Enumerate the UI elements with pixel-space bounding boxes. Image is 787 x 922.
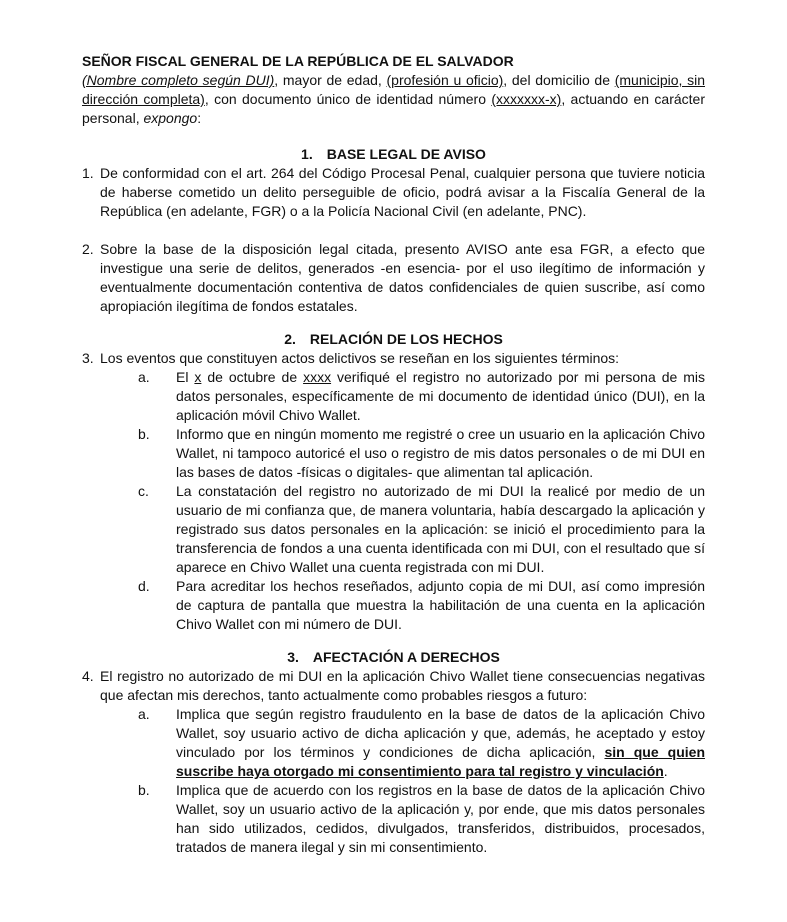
list-item-3d	[82, 577, 705, 634]
paragraph-text: De conformidad con el art. 264 del Código Procesal Penal, cualquier persona que tuviere noticia de haberse cometido un delito perseguible de oficio, podrá avisar a la Fiscalía General de la República (en adelante, FGR) o a la Policía Nacional Civil (en adelante, PNC).	[100, 165, 705, 219]
paragraph-text: Los eventos que constituyen actos delictivos se reseñan en los siguientes términos:	[100, 350, 620, 366]
paragraph-4	[82, 667, 705, 705]
intro-paragraph	[82, 71, 705, 128]
intro-text-5: :	[197, 110, 202, 126]
list-item-4a	[82, 705, 705, 781]
list-letter: d.	[138, 578, 150, 594]
paragraph-1	[82, 164, 705, 221]
list-item-3a	[82, 368, 705, 425]
item-text: de octubre de	[201, 369, 304, 385]
item-text: Implica que según registro fraudulento en la base de datos de la aplicación Chivo Wallet, soy usuario activo de dicha aplicación y que, además, he aceptado y estoy vinculado por los términos y condiciones de dicha aplicación,	[176, 706, 705, 760]
item-text: Implica que de acuerdo con los registros en la base de datos de la aplicación Chivo Wallet, soy un usuario activo de la aplicación y, por ende, que mis datos personales han sido utilizados, cedidos, divulgados, transferidos, distribuidos, procesados, tratados de manera ilegal y sin mi consentimiento.	[176, 782, 705, 855]
section-title: AFECTACIÓN A DERECHOS	[312, 649, 500, 665]
section-heading-1	[82, 145, 705, 164]
list-letter: b.	[138, 782, 150, 798]
section-number: 1.	[301, 146, 313, 162]
municipio-placeholder: (municipio, sin dirección completa)	[82, 72, 706, 107]
item-text: verifiqué el registro no autorizado por mi persona de mis datos personales, específicamente de mi documento de identidad único (DUI), en la aplicación móvil Chivo Wallet.	[176, 369, 705, 423]
list-letter: c.	[138, 483, 149, 499]
item-text: La constatación del registro no autorizado de mi DUI la realicé por medio de un usuario de mi confianza que, de manera voluntaria, había descargado la aplicación y registrado sus datos personales en la aplicación: se inició el procedimiento para la transferencia de fondos a una cuenta identificada con mi DUI, con el resultado que sí aparece en Chivo Wallet una cuenta registrada con mi DUI.	[176, 483, 705, 575]
intro-text-4: , actuando en carácter personal,	[82, 91, 706, 126]
paragraph-number: 2.	[82, 241, 94, 257]
addressee-heading: SEÑOR FISCAL GENERAL DE LA REPÚBLICA DE EL SALVADOR	[82, 53, 514, 69]
item-text: .	[663, 763, 668, 779]
paragraph-number: 3.	[82, 350, 94, 366]
intro-text-2: , del domicilio de	[503, 72, 615, 88]
item-text: El	[176, 369, 195, 385]
paragraph-number: 4.	[82, 668, 94, 684]
section-title: RELACIÓN DE LOS HECHOS	[309, 331, 503, 347]
paragraph-3	[82, 349, 705, 368]
list-letter: a.	[138, 706, 150, 722]
item-text: Informo que en ningún momento me registré o cree un usuario en la aplicación Chivo Wallet, ni tampoco autoricé el uso o registro de mis datos personales o de mi DUI en las bases de datos -físicas o digitales- que alimentan tal aplicación.	[176, 426, 705, 480]
name-placeholder: (Nombre completo según DUI)	[82, 72, 275, 88]
dui-placeholder: (xxxxxxx-x)	[491, 91, 562, 107]
section-number: 3.	[287, 649, 299, 665]
section-number: 2.	[284, 331, 296, 347]
intro-expongo: expongo	[143, 110, 198, 126]
list-item-3b	[82, 425, 705, 482]
intro-text-1: , mayor de edad,	[274, 72, 387, 88]
section-heading-3	[82, 648, 705, 667]
section-heading-2	[82, 330, 705, 349]
paragraph-text: Sobre la base de la disposición legal citada, presento AVISO ante esa FGR, a efecto que investigue una serie de delitos, generados -en esencia- por el uso ilegítimo de información y eventualmente documentación contentiva de datos confidenciales de quien suscribe, así como apropiación ilegítima de fondos estatales.	[100, 241, 705, 314]
paragraph-2	[82, 240, 705, 316]
section-title: BASE LEGAL DE AVISO	[326, 146, 486, 162]
year-placeholder: xxxx	[303, 369, 332, 385]
item-text: Para acreditar los hechos reseñados, adjunto copia de mi DUI, así como impresión de captura de pantalla que muestra la habilitación de una cuenta en la aplicación Chivo Wallet con mi número de DUI.	[176, 578, 705, 632]
paragraph-text: El registro no autorizado de mi DUI en la aplicación Chivo Wallet tiene consecuencias negativas que afectan mis derechos, tanto actualmente como probables riesgos a futuro:	[100, 668, 705, 703]
day-placeholder: x	[194, 369, 202, 385]
paragraph-number: 1.	[82, 165, 94, 181]
profession-placeholder: (profesión u oficio)	[386, 72, 504, 88]
intro-text-3: , con documento único de identidad número	[204, 91, 492, 107]
list-item-4b	[82, 781, 705, 857]
emphasis-text: sin que quien suscribe haya otorgado mi consentimiento para tal registro y vinculación	[176, 744, 705, 779]
list-letter: b.	[138, 426, 150, 442]
list-item-3c	[82, 482, 705, 577]
list-letter: a.	[138, 369, 150, 385]
